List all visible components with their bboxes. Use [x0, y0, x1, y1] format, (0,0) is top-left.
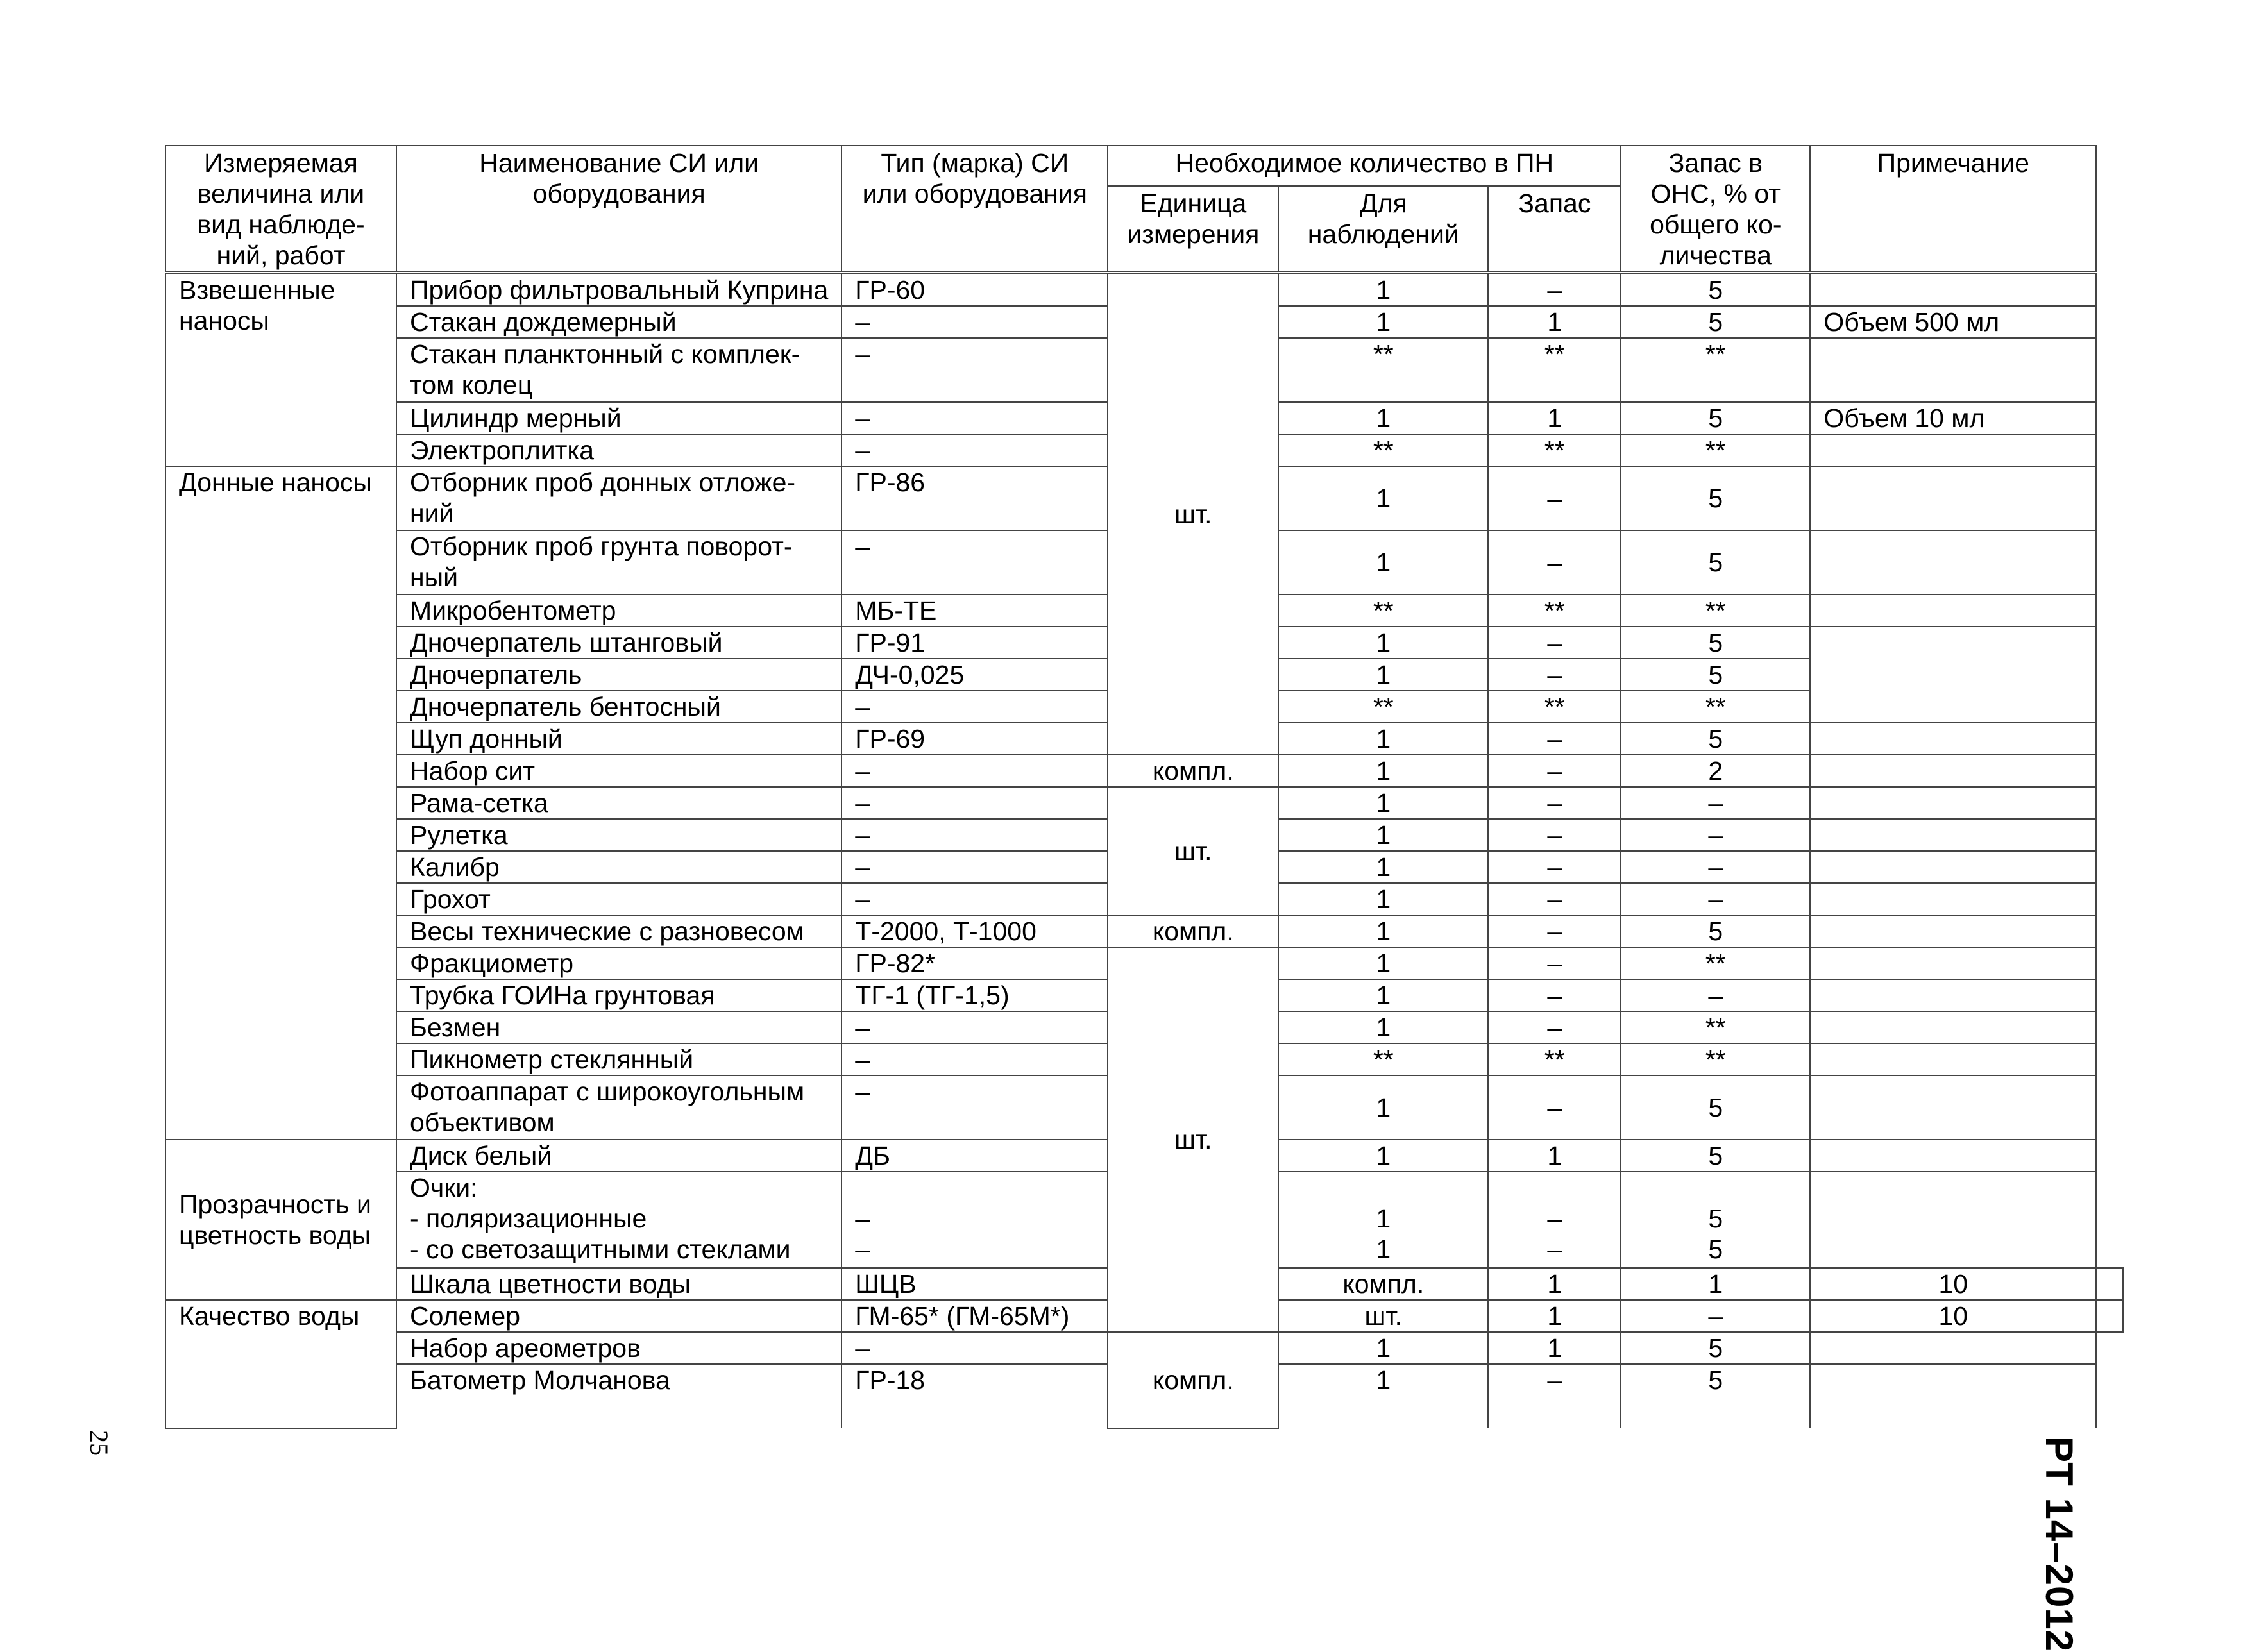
cell-type: –	[842, 787, 1108, 819]
cell-stock: –	[1621, 787, 1810, 819]
cell-type: ШЦВ	[842, 1268, 1108, 1300]
cell-note	[1810, 338, 2096, 402]
cell-obs: 1	[1278, 530, 1488, 594]
header-equipment-name: Наименование СИ или оборудования	[396, 146, 842, 273]
cell-name: Калибр	[396, 851, 842, 883]
cell-unit: компл.	[1108, 1332, 1278, 1428]
cell-reserve: 1	[1488, 1140, 1621, 1172]
cell-type: –	[842, 1332, 1108, 1364]
cell-reserve: **	[1488, 434, 1621, 466]
cell-type: ДБ	[842, 1140, 1108, 1172]
cell-note	[1810, 787, 2096, 819]
cell-obs: 1	[1278, 819, 1488, 851]
cell-stock: 5	[1621, 723, 1810, 755]
cell-reserve: –	[1488, 883, 1621, 915]
cell-note	[1810, 273, 2096, 306]
cell-obs: 1	[1278, 1011, 1488, 1043]
cell-reserve: –	[1488, 915, 1621, 947]
cell-note	[1810, 1364, 2096, 1428]
cell-obs: 1	[1278, 851, 1488, 883]
cell-note	[1810, 1011, 2096, 1043]
cell-name: Солемер	[396, 1300, 842, 1332]
header-equipment-type: Тип (марка) СИ или оборудования	[842, 146, 1108, 273]
cell-note	[1810, 851, 2096, 883]
cell-stock: **	[1621, 691, 1810, 723]
cell-type: –	[842, 1043, 1108, 1075]
cell-stock: **	[1621, 594, 1810, 627]
cell-note	[2096, 1268, 2123, 1300]
cell-obs: 1	[1488, 1268, 1621, 1300]
cell-reserve: –	[1488, 1364, 1621, 1428]
cell-obs: **	[1278, 1043, 1488, 1075]
cell-stock: –	[1621, 819, 1810, 851]
cell-obs: **	[1278, 434, 1488, 466]
cell-stock: 5	[1621, 402, 1810, 434]
cell-stock: 5	[1621, 1332, 1810, 1364]
cell-name: Безмен	[396, 1011, 842, 1043]
document-code: РТ 14–2012	[2038, 1437, 2081, 1652]
cell-type: –	[842, 530, 1108, 594]
cell-obs: 1	[1278, 883, 1488, 915]
cell-name: Щуп донный	[396, 723, 842, 755]
cell-name: Дночерпатель	[396, 659, 842, 691]
cell-reserve: –	[1488, 755, 1621, 787]
cell-obs: 1	[1278, 1075, 1488, 1140]
table-row	[165, 1332, 2123, 1364]
cell-unit: компл.	[1108, 915, 1278, 947]
cell-obs: 1 1	[1278, 1172, 1488, 1268]
cell-type: – –	[842, 1172, 1108, 1268]
header-stock-percent: Запас в ОНС, % от общего ко-личества	[1621, 146, 1810, 273]
cell-type: –	[842, 434, 1108, 466]
cell-obs: 1	[1488, 1300, 1621, 1332]
cell-obs: 1	[1278, 787, 1488, 819]
cell-stock: –	[1621, 851, 1810, 883]
cell-unit: компл.	[1278, 1268, 1488, 1300]
glasses-polarizing: - поляризационные	[410, 1204, 647, 1233]
cell-reserve: **	[1488, 338, 1621, 402]
cell-type: –	[842, 851, 1108, 883]
group-clarity-color: Прозрачность и цветность воды	[165, 1140, 396, 1300]
cell-type: ДЧ-0,025	[842, 659, 1108, 691]
cell-type: ГР-60	[842, 273, 1108, 306]
header-reserve: Запас	[1488, 186, 1621, 273]
cell-reserve: –	[1488, 851, 1621, 883]
cell-reserve: 1	[1488, 402, 1621, 434]
cell-stock: 5	[1621, 1364, 1810, 1428]
group-bottom-sediment: Донные наносы	[165, 466, 396, 1140]
cell-name: Прибор фильтровальный Куприна	[396, 273, 842, 306]
cell-type: ГР-91	[842, 627, 1108, 659]
cell-stock: 10	[1810, 1268, 2096, 1300]
cell-reserve: –	[1488, 659, 1621, 691]
cell-reserve: –	[1488, 787, 1621, 819]
table-row	[165, 273, 2123, 306]
cell-reserve: – –	[1488, 1172, 1621, 1268]
cell-stock: 5	[1621, 1075, 1810, 1140]
cell-note	[1810, 1140, 2096, 1172]
cell-note	[1810, 947, 2096, 979]
cell-obs: 1	[1278, 273, 1488, 306]
cell-type: –	[842, 883, 1108, 915]
equipment-table	[165, 145, 2124, 1429]
cell-obs: 1	[1278, 402, 1488, 434]
cell-name: Весы технические с разновесом	[396, 915, 842, 947]
cell-obs: 1	[1278, 627, 1488, 659]
cell-obs: 1	[1278, 659, 1488, 691]
cell-reserve: –	[1488, 627, 1621, 659]
cell-name: Батометр Молчанова	[396, 1364, 842, 1428]
cell-name: Цилиндр мерный	[396, 402, 842, 434]
cell-obs: **	[1278, 338, 1488, 402]
cell-type: ГР-82*	[842, 947, 1108, 979]
cell-stock: 5 5	[1621, 1172, 1810, 1268]
cell-unit: шт.	[1108, 273, 1278, 755]
cell-name: Набор ареометров	[396, 1332, 842, 1364]
cell-stock: 5	[1621, 659, 1810, 691]
cell-type: –	[842, 755, 1108, 787]
cell-reserve: **	[1488, 1043, 1621, 1075]
cell-name: Отборник проб грунта поворот-ный	[396, 530, 842, 594]
cell-name: Рулетка	[396, 819, 842, 851]
table-row	[165, 755, 2123, 787]
cell-reserve: 1	[1621, 1268, 1810, 1300]
cell-reserve: 1	[1488, 1332, 1621, 1364]
cell-reserve: **	[1488, 594, 1621, 627]
cell-reserve: –	[1621, 1300, 1810, 1332]
cell-name: Трубка ГОИНа грунтовая	[396, 979, 842, 1011]
cell-name: Микробентометр	[396, 594, 842, 627]
cell-stock: **	[1621, 1011, 1810, 1043]
cell-stock: **	[1621, 338, 1810, 402]
cell-stock: 5	[1621, 306, 1810, 338]
cell-name: Дночерпатель штанговый	[396, 627, 842, 659]
cell-type: –	[842, 306, 1108, 338]
cell-name: Дночерпатель бентосный	[396, 691, 842, 723]
cell-note	[2096, 1300, 2123, 1332]
cell-note	[1810, 627, 2096, 723]
cell-obs: **	[1278, 691, 1488, 723]
table-row	[165, 915, 2123, 947]
cell-type: ГР-86	[842, 466, 1108, 530]
page-number: 25	[85, 1430, 114, 1456]
cell-reserve: –	[1488, 1075, 1621, 1140]
cell-reserve: 1	[1488, 306, 1621, 338]
cell-name: Рама-сетка	[396, 787, 842, 819]
cell-obs: 1	[1278, 755, 1488, 787]
group-suspended-sediment: Взвешенные наносы	[165, 273, 396, 466]
cell-name: Электроплитка	[396, 434, 842, 466]
table-row	[165, 787, 2123, 819]
cell-stock: –	[1621, 883, 1810, 915]
cell-reserve: –	[1488, 947, 1621, 979]
cell-note	[1810, 434, 2096, 466]
cell-type: ТГ-1 (ТГ-1,5)	[842, 979, 1108, 1011]
cell-note	[1810, 1172, 2096, 1268]
cell-stock: 5	[1621, 530, 1810, 594]
cell-note	[1810, 1332, 2096, 1364]
cell-obs: **	[1278, 594, 1488, 627]
cell-unit: шт.	[1278, 1300, 1488, 1332]
cell-name: Отборник проб донных отложе-ний	[396, 466, 842, 530]
cell-name: Шкала цветности воды	[396, 1268, 842, 1300]
cell-reserve: –	[1488, 819, 1621, 851]
table-row	[165, 947, 2123, 979]
cell-obs: 1	[1278, 1332, 1488, 1364]
cell-stock: 10	[1810, 1300, 2096, 1332]
cell-stock: 5	[1621, 1140, 1810, 1172]
cell-obs: 1	[1278, 1364, 1488, 1428]
cell-obs: 1	[1278, 1140, 1488, 1172]
cell-reserve: –	[1488, 979, 1621, 1011]
glasses-label: Очки:	[410, 1173, 478, 1202]
cell-name: Грохот	[396, 883, 842, 915]
cell-stock: **	[1621, 947, 1810, 979]
header-required-quantity: Необходимое количество в ПН	[1108, 146, 1621, 186]
cell-note	[1810, 466, 2096, 530]
header-measured-quantity: Измеряемая величина или вид наблюде-ний, работ	[165, 146, 396, 273]
cell-note	[1810, 915, 2096, 947]
cell-obs: 1	[1278, 979, 1488, 1011]
cell-reserve: –	[1488, 273, 1621, 306]
cell-stock: 5	[1621, 273, 1810, 306]
cell-type: –	[842, 338, 1108, 402]
cell-reserve: –	[1488, 1011, 1621, 1043]
cell-type: –	[842, 402, 1108, 434]
cell-stock: 5	[1621, 627, 1810, 659]
header-unit: Единица измерения	[1108, 186, 1278, 273]
cell-unit: шт.	[1108, 947, 1278, 1332]
cell-name: Стакан дождемерный	[396, 306, 842, 338]
cell-note	[1810, 723, 2096, 755]
cell-obs: 1	[1278, 915, 1488, 947]
cell-name-glasses	[396, 1172, 842, 1268]
cell-obs: 1	[1278, 306, 1488, 338]
cell-reserve: –	[1488, 466, 1621, 530]
cell-name: Стакан планктонный с комплек-том колец	[396, 338, 842, 402]
cell-reserve: –	[1488, 530, 1621, 594]
cell-type: Т-2000, Т-1000	[842, 915, 1108, 947]
cell-unit: шт.	[1108, 787, 1278, 915]
cell-note: Объем 10 мл	[1810, 402, 2096, 434]
cell-type: –	[842, 1075, 1108, 1140]
cell-type: –	[842, 1011, 1108, 1043]
header-for-observations: Для наблюдений	[1278, 186, 1488, 273]
cell-stock: 5	[1621, 915, 1810, 947]
cell-note	[1810, 979, 2096, 1011]
cell-name: Пикнометр стеклянный	[396, 1043, 842, 1075]
glasses-sun-protective: - со светозащитными стеклами	[410, 1235, 791, 1264]
cell-type: ГР-18	[842, 1364, 1108, 1428]
cell-note	[1810, 819, 2096, 851]
cell-type: МБ-ТЕ	[842, 594, 1108, 627]
cell-obs: 1	[1278, 466, 1488, 530]
header-note: Примечание	[1810, 146, 2096, 273]
cell-note	[1810, 1043, 2096, 1075]
cell-obs: 1	[1278, 723, 1488, 755]
cell-note	[1810, 594, 2096, 627]
cell-type: ГР-69	[842, 723, 1108, 755]
cell-type: ГМ-65* (ГМ-65М*)	[842, 1300, 1108, 1332]
cell-obs: 1	[1278, 947, 1488, 979]
cell-stock: –	[1621, 979, 1810, 1011]
cell-reserve: **	[1488, 691, 1621, 723]
cell-note	[1810, 1075, 2096, 1140]
cell-stock: 5	[1621, 466, 1810, 530]
cell-stock: 2	[1621, 755, 1810, 787]
cell-stock: **	[1621, 1043, 1810, 1075]
cell-reserve: –	[1488, 723, 1621, 755]
cell-note: Объем 500 мл	[1810, 306, 2096, 338]
cell-stock: **	[1621, 434, 1810, 466]
cell-name: Диск белый	[396, 1140, 842, 1172]
cell-note	[1810, 883, 2096, 915]
cell-name: Фотоаппарат с широкоугольным объективом	[396, 1075, 842, 1140]
cell-type: –	[842, 819, 1108, 851]
cell-unit: компл.	[1108, 755, 1278, 787]
cell-name: Набор сит	[396, 755, 842, 787]
cell-note	[1810, 755, 2096, 787]
group-water-quality: Качество воды	[165, 1300, 396, 1428]
cell-note	[1810, 530, 2096, 594]
cell-name: Фракциометр	[396, 947, 842, 979]
cell-type: –	[842, 691, 1108, 723]
